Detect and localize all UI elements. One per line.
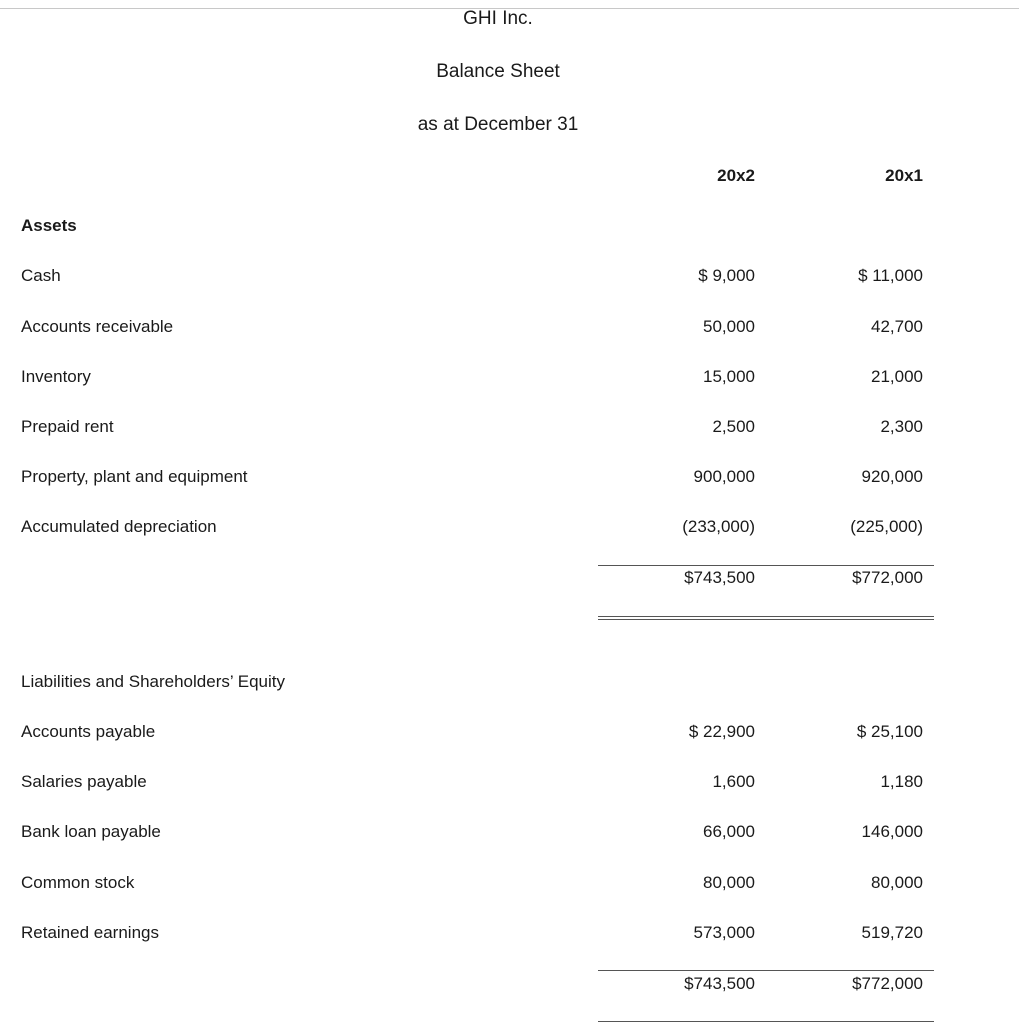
row-value-20x1: 42,700 — [871, 317, 923, 336]
row-value-20x2: 80,000 — [703, 873, 755, 892]
row-value-20x2: 1,600 — [712, 772, 755, 791]
column-header-20x1: 20x1 — [885, 166, 923, 185]
row-label: Bank loan payable — [21, 822, 161, 841]
row-value-20x2: $ 22,900 — [688, 722, 755, 741]
subtotal-rule — [598, 970, 934, 971]
row-label: Retained earnings — [21, 923, 159, 942]
row-value-20x2: 573,000 — [693, 923, 755, 942]
row-label: Accumulated depreciation — [21, 517, 217, 536]
row-value-20x1: 21,000 — [871, 367, 923, 386]
row-value-20x2: (233,000) — [682, 517, 755, 536]
company-name: GHI Inc. — [463, 8, 533, 29]
row-value-20x2: 2,500 — [712, 417, 755, 436]
row-value-20x2: 50,000 — [703, 317, 755, 336]
row-label: Accounts payable — [21, 722, 156, 741]
row-value-20x1: 1,180 — [880, 772, 923, 791]
assets-total-20x2: $743,500 — [684, 568, 755, 587]
row-value-20x1: $ 11,000 — [858, 266, 923, 285]
row-value-20x1: 920,000 — [861, 467, 923, 486]
row-value-20x2: 900,000 — [693, 467, 755, 486]
row-value-20x1: 146,000 — [861, 822, 923, 841]
row-value-20x1: 519,720 — [861, 923, 923, 942]
row-value-20x1: $ 25,100 — [856, 722, 923, 741]
row-value-20x1: 80,000 — [871, 873, 923, 892]
subtotal-rule — [598, 565, 934, 566]
row-value-20x2: 15,000 — [703, 367, 755, 386]
liabilities-heading: Liabilities and Shareholders’ Equity — [21, 672, 285, 691]
row-label: Salaries payable — [21, 772, 147, 791]
row-value-20x2: 66,000 — [703, 822, 755, 841]
total-rule — [598, 1021, 934, 1022]
row-value-20x2: $ 9,000 — [698, 266, 755, 285]
row-label: Inventory — [21, 367, 91, 386]
assets-heading: Assets — [21, 216, 77, 235]
total-double-rule — [598, 616, 934, 620]
liabilities-total-20x2: $743,500 — [684, 974, 755, 993]
liabilities-total-20x1: $772,000 — [852, 974, 923, 993]
assets-total-20x1: $772,000 — [852, 568, 923, 587]
row-value-20x1: 2,300 — [880, 417, 923, 436]
row-label: Common stock — [21, 873, 135, 892]
row-value-20x1: (225,000) — [850, 517, 923, 536]
column-header-20x2: 20x2 — [717, 166, 755, 185]
statement-title: Balance Sheet — [436, 61, 560, 82]
row-label: Property, plant and equipment — [21, 467, 248, 486]
row-label: Accounts receivable — [21, 317, 174, 336]
statement-date: as at December 31 — [417, 114, 579, 135]
row-label: Cash — [21, 266, 61, 285]
row-label: Prepaid rent — [21, 417, 114, 436]
